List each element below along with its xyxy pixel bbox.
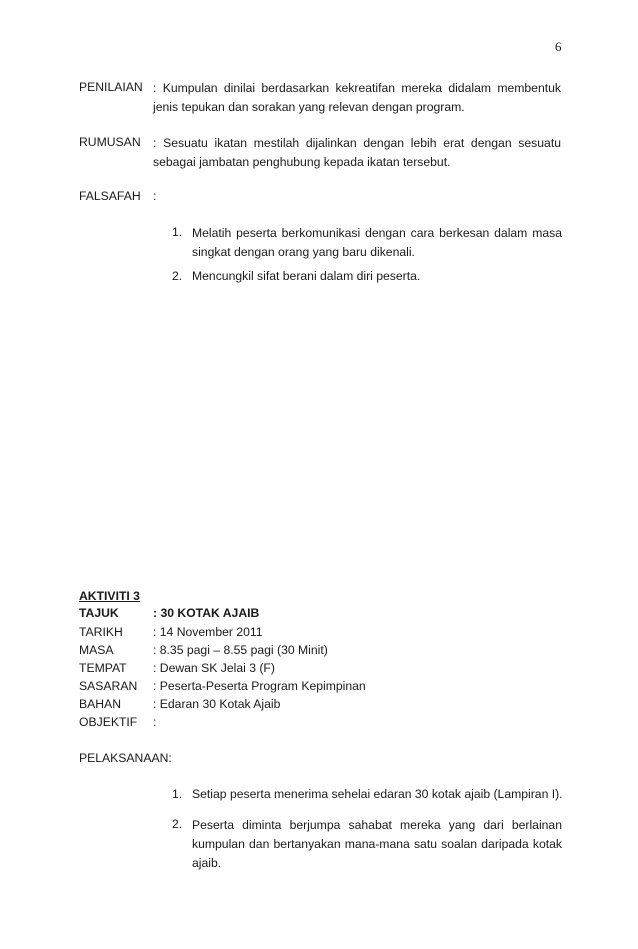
- page-number: 6: [555, 39, 562, 54]
- list-text: Mencungkil sifat berani dalam diri peserta.: [192, 269, 421, 283]
- sasaran-value: : Peserta-Peserta Program Kepimpinan: [153, 679, 366, 693]
- falsafah-colon: :: [153, 189, 157, 203]
- tajuk-label: TAJUK: [79, 606, 119, 620]
- tempat-value: : Dewan SK Jelai 3 (F): [153, 661, 275, 675]
- list-number: 1.: [172, 787, 183, 801]
- masa-label: MASA: [79, 643, 114, 657]
- list-text: Melatih peserta berkomunikasi dengan cara berkesan dalam masa singkat dengan orang yang baru dikenali.: [192, 226, 562, 259]
- list-number: 1.: [172, 225, 183, 239]
- objektif-value: :: [153, 715, 157, 729]
- tajuk-value: : 30 KOTAK AJAIB: [153, 606, 260, 620]
- tarikh-label: TARIKH: [79, 625, 123, 639]
- masa-value: : 8.35 pagi – 8.55 pagi (30 Minit): [153, 643, 328, 657]
- list-number: 2.: [172, 817, 183, 831]
- rumusan-label: RUMUSAN: [79, 135, 141, 149]
- bahan-value: : Edaran 30 Kotak Ajaib: [153, 697, 281, 711]
- falsafah-label: FALSAFAH: [79, 189, 141, 203]
- list-text: Peserta diminta berjumpa sahabat mereka yang dari berlainan kumpulan dan bertanyakan mana-mana satu soalan daripada kotak ajaib.: [192, 818, 562, 870]
- penilaian-label: PENILAIAN: [79, 80, 143, 94]
- objektif-label: OBJEKTIF: [79, 715, 138, 729]
- rumusan-text: : Sesuatu ikatan mestilah dijalinkan dengan lebih erat dengan sesuatu sebagai jambatan penghubung kepada ikatan tersebut.: [153, 136, 561, 169]
- tarikh-value: : 14 November 2011: [153, 625, 263, 639]
- sasaran-label: SASARAN: [79, 679, 138, 693]
- pelaksanaan-heading: PELAKSANAAN:: [79, 751, 172, 765]
- list-number: 2.: [172, 269, 183, 283]
- list-text: Setiap peserta menerima sehelai edaran 30 kotak ajaib (Lampiran I).: [192, 787, 563, 801]
- tempat-label: TEMPAT: [79, 661, 127, 675]
- penilaian-text: : Kumpulan dinilai berdasarkan kekreatifan mereka didalam membentuk jenis tepukan dan sorakan yang relevan dengan program.: [153, 81, 561, 114]
- bahan-label: BAHAN: [79, 697, 121, 711]
- aktiviti-heading: AKTIVITI 3: [79, 589, 140, 603]
